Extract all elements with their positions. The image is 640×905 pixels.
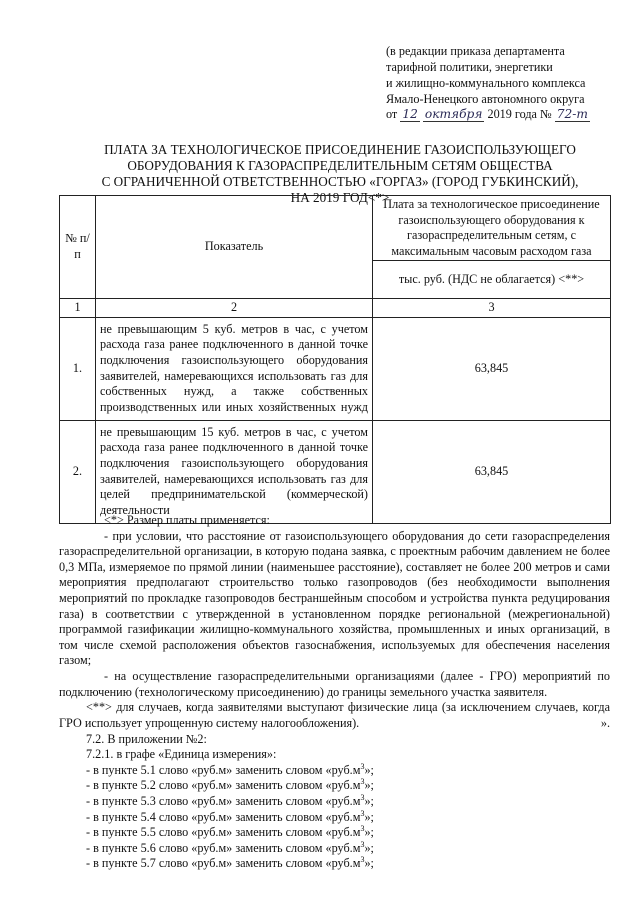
ref-line-4: Ямало-Ненецкого автономного округа xyxy=(386,91,585,106)
closing-quote: ». xyxy=(600,715,610,730)
date-year: 2019 года № xyxy=(487,107,552,122)
footnotes-and-amendments xyxy=(59,513,610,872)
footnote-star-intro: <*> Размер платы применяется: xyxy=(104,513,270,527)
title-line-4: НА 2019 ГОД<*> xyxy=(290,189,390,205)
row-indicator: не превышающим 15 куб. метров в час, с учетом расхода газа ранее подключенного в данной точке подключения газоиспользующего оборудования заявителей, намеревающихся использовать газ для целей предпринимательской (коммерческой) деятельности xyxy=(96,420,373,523)
header-fee: Плата за технологическое присоединение газоиспользующего оборудования к газораспределительным сетям, с максимальным часовым расходом газа xyxy=(373,196,611,261)
header-indicator: Показатель xyxy=(96,196,373,299)
ref-date-line xyxy=(386,107,626,123)
list-item: - в пункте 5.3 слово «руб.м» заменить словом «$руб.м^3$»; xyxy=(86,792,374,808)
row-number: 1. xyxy=(60,317,96,420)
index-1: 1 xyxy=(60,299,96,318)
footnote-condition-2: - на осуществление газораспределительными организациями (далее - ГРО) мероприятий по подключению (технологическому присоединению) до границы земельного участка заявителя. xyxy=(59,669,610,699)
table-header-row xyxy=(60,196,611,261)
index-2: 2 xyxy=(96,299,373,318)
header-num: № п/п xyxy=(60,196,96,299)
row-number: 2. xyxy=(60,420,96,523)
amendment-subsection: 7.2.1. в графе «Единица измерения»: xyxy=(86,747,277,762)
title-line-3: С ОГРАНИЧЕННОЙ ОТВЕТСТВЕННОСТЬЮ «ГОРГАЗ» (ГОРОД ГУБКИНСКИЙ), xyxy=(101,173,579,189)
table-index-row xyxy=(60,299,611,318)
list-item: - в пункте 5.5 слово «руб.м» заменить словом «$руб.м^3$»; xyxy=(86,824,374,840)
footnote-star-2-text: <**> для случаев, когда заявителями выступают физические лица (за исключением случаев, когда ГРО использует упрощенную систему налогообложения). xyxy=(59,700,610,730)
date-prefix: от xyxy=(386,107,398,122)
table-row xyxy=(60,317,611,420)
footnote-star-2 xyxy=(59,700,610,731)
header-fee-unit: тыс. руб. (НДС не облагается) <**> xyxy=(373,261,611,299)
handwritten-day: 12 xyxy=(402,107,418,122)
fee-table xyxy=(59,195,611,524)
list-item: - в пункте 5.6 слово «руб.м» заменить словом «$руб.м^3$»; xyxy=(86,839,374,855)
handwritten-month: октября xyxy=(424,107,483,122)
index-3: 3 xyxy=(373,299,611,318)
amendment-reference xyxy=(386,44,626,123)
list-item: - в пункте 5.4 слово «руб.м» заменить словом «$руб.м^3$»; xyxy=(86,808,374,824)
amendment-section: 7.2. В приложении №2: xyxy=(86,731,207,746)
table-row xyxy=(60,420,611,523)
replacement-list xyxy=(86,763,610,872)
title-line-2: ОБОРУДОВАНИЯ К ГАЗОРАСПРЕДЕЛИТЕЛЬНЫМ СЕТЯМ ОБЩЕСТВА xyxy=(127,157,553,173)
title-line-1: ПЛАТА ЗА ТЕХНОЛОГИЧЕСКОЕ ПРИСОЕДИНЕНИЕ ГАЗОИСПОЛЬЗУЮЩЕГО xyxy=(104,142,576,157)
footnote-condition-1: - при условии, что расстояние от газоиспользующего оборудования до сети газораспределения газораспределительной организации, в которую подана заявка, с проектным рабочим давлением не более 0,3 МПа, измеряемое по прямой линии (наименьшее расстояние), составляет не более 200 метров и сами мероприятия предполагают строительство только газопроводов (без необходимости выполнения мероприятий по прокладке газопроводов бестраншейным способом и устройства пункта редуцирования газа) в соответствии с утвержденной в установленном порядке региональной (межрегиональной) программой газификации жилищно-коммунального хозяйства, промышленных и иных организаций, в том числе схемой расположения объектов газоснабжения, используемых для обеспечения населения газом; xyxy=(59,528,610,668)
list-item: - в пункте 5.7 слово «руб.м» заменить словом «$руб.м^3$»; xyxy=(86,855,374,871)
row-value: 63,845 xyxy=(373,420,611,523)
list-item: - в пункте 5.2 слово «руб.м» заменить словом «$руб.м^3$»; xyxy=(86,777,374,793)
ref-line-2: тарифной политики, энергетики xyxy=(386,59,553,74)
list-item: - в пункте 5.1 слово «руб.м» заменить словом «$руб.м^3$»; xyxy=(86,761,374,777)
ref-line-3: и жилищно-коммунального комплекса xyxy=(386,75,586,90)
handwritten-order-number: 72-т xyxy=(556,107,588,122)
ref-line-1: (в редакции приказа департамента xyxy=(386,44,565,58)
row-indicator: не превышающим 5 куб. метров в час, с учетом расхода газа ранее подключенного в данной точке подключения газоиспользующего оборудования заявителей, намеревающихся использовать газ для собственных нужд, а также собственных производственных или иных хозяйственных нужд xyxy=(96,317,373,420)
row-value: 63,845 xyxy=(373,317,611,420)
